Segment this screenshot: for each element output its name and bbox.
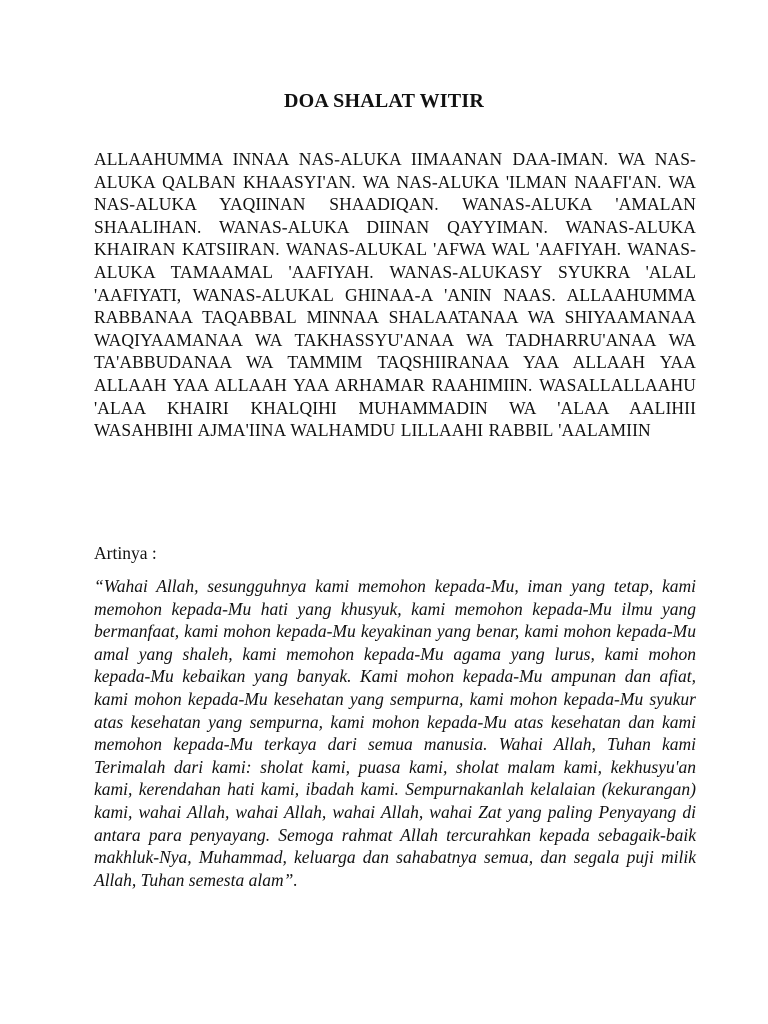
prayer-transliteration: ALLAAHUMMA INNAA NAS-ALUKA IIMAANAN DAA-IMAN. WA NAS- ALUKA QALBAN KHAASYI'AN. WA NAS-ALUKA 'ILMAN NAAFI'AN. WA NAS-ALUKA YAQIINAN SHAADIQAN. WANAS-ALUKA 'AMALAN SHAALIHAN. WANAS-ALUKA DIINAN QAYYIMAN. WANAS-ALUKA KHAIRAN KATSIIRAN. WANAS-ALUKAL 'AFWA WAL 'AAFIYAH. WANAS-ALUKA TAMAAMAL 'AAFIYAH. WANAS-ALUKASY SYUKRA 'ALAL 'AAFIYATI, WANAS-ALUKAL GHINAA-A 'ANIN NAAS. ALLAAHUMMA RABBANAA TAQABBAL MINNAA SHALAATANAA WA SHIYAAMANAA WAQIYAAMANAA WA TAKHASSYU'ANAA WA TADHARRU'ANAA WA TA'ABBUDANAA WA TAMMIM TAQSHIIRANAA YAA ALLAAH YAA ALLAAH YAA ALLAAH YAA ARHAMAR RAAHIMIIN. WASALLALLAAHU 'ALAA KHAIRI KHALQIHI MUHAMMADIN WA 'ALAA AALIHII WASAHBIHI AJMA'IINA WALHAMDU LILLAAHI RABBIL 'AALAMIIN <box>94 149 696 441</box>
translation-label: Artinya : <box>94 543 157 563</box>
prayer-translation: “Wahai Allah, sesungguhnya kami memohon kepada-Mu, iman yang tetap, kami memohon kepada-Mu hati yang khusyuk, kami memohon kepada-Mu ilmu yang bermanfaat, kami mohon kepada-Mu keyakinan yang benar, kami mohon kepada-Mu amal yang shaleh, kami memohon kepada-Mu agama yang lurus, kami mohon kepada-Mu kebaikan yang banyak. Kami mohon kepada-Mu ampunan dan afiat, kami mohon kepada-Mu kesehatan yang sempurna, kami mohon kepada-Mu syukur atas kesehatan yang sempurna, kami mohon kepada-Mu atas kesehatan dan kami memohon kepada-Mu terkaya dari semua manusia. Wahai Allah, Tuhan kami Terimalah dari kami: sholat kami, puasa kami, sholat malam kami, kekhusyu'an kami, kerendahan hati kami, ibadah kami. Sempurnakanlah kelalaian (kekurangan) kami, wahai Allah, wahai Allah, wahai Allah, wahai Zat yang paling Penyayang di antara para penyayang. Semoga rahmat Allah tercurahkan kepada sebagaik-baik makhluk-Nya, Muhammad, keluarga dan sahabatnya semua, dan segala puji milik Allah, Tuhan semesta alam”. <box>94 576 696 890</box>
page-title: DOA SHALAT WITIR <box>284 90 484 112</box>
